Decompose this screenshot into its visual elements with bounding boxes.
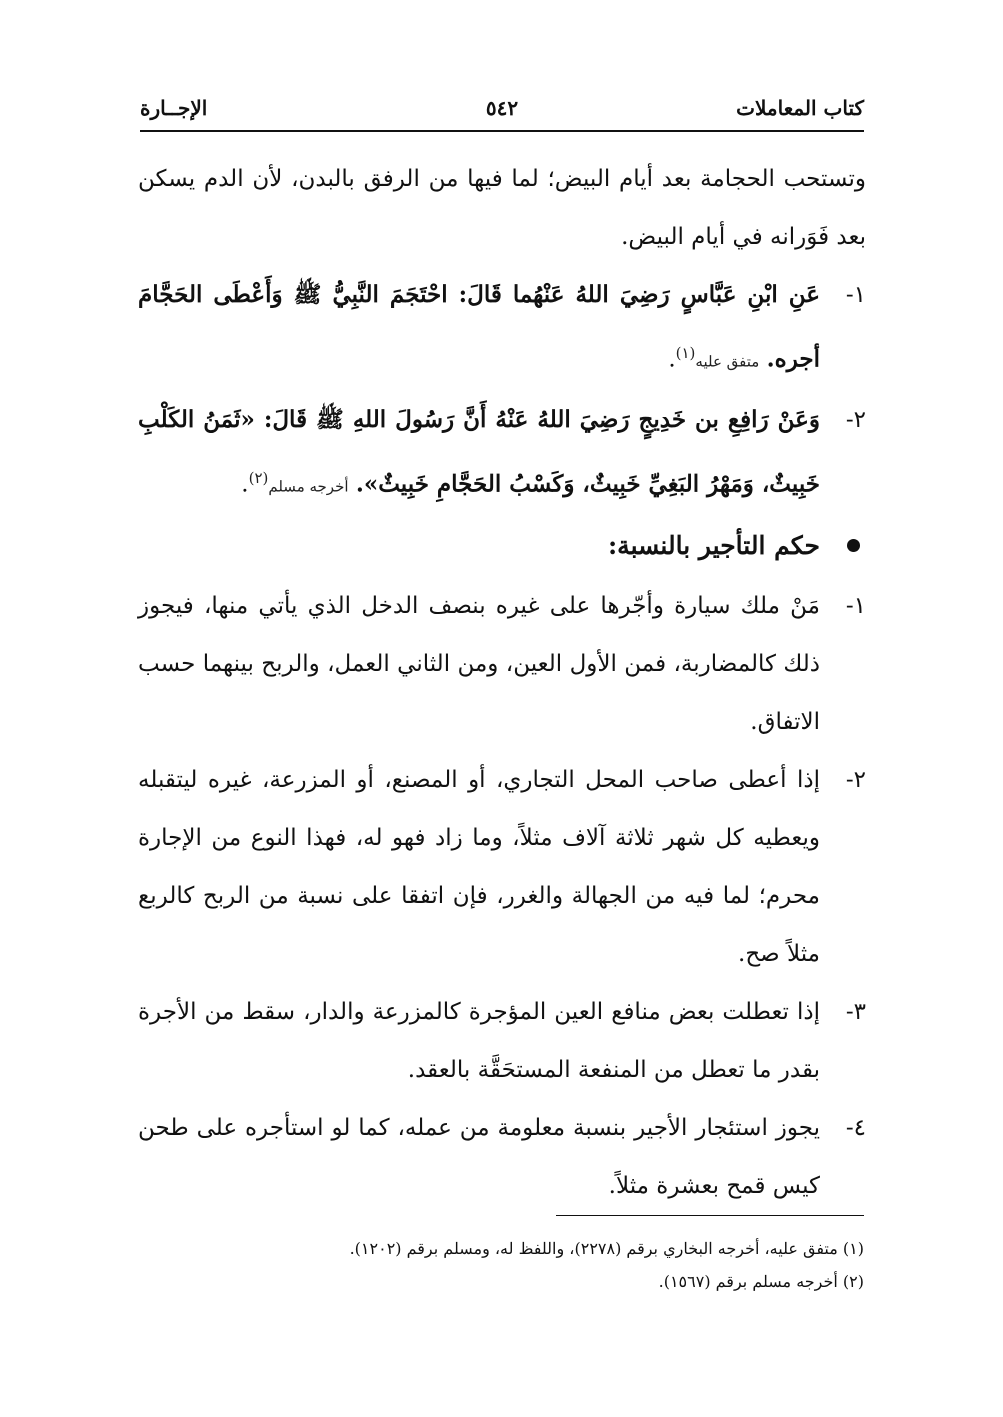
footnote: (٢) أخرجه مسلم برقم (١٥٦٧). — [658, 1272, 864, 1291]
footnotes — [140, 1232, 864, 1298]
page-number: ٥٤٢ — [485, 96, 519, 120]
hadith-item — [138, 391, 866, 516]
footnote: (١) متفق عليه، أخرجه البخاري برقم (٢٢٧٨)، واللفظ له، ومسلم برقم (١٢٠٢). — [349, 1239, 864, 1258]
chapter-title: الإجــارة — [140, 96, 208, 120]
ruling-number: ٢- — [845, 767, 866, 794]
intro-paragraph: وتستحب الحجامة بعد أيام البيض؛ لما فيها من الرفق بالبدن، لأن الدم يسكن بعد فَوَرانه في أيام البيض. — [138, 166, 866, 250]
ruling-item — [138, 983, 866, 1099]
section-heading-text: حكم التأجير بالنسبة: — [607, 531, 820, 561]
ruling-text: مَنْ ملك سيارة وأجّرها على غيره بنصف الدخل الذي يأتي منها، فيجوز ذلك كالمضاربة، فمن الأول العين، ومن الثاني العمل، والربح بينهما حسب الاتفاق. — [138, 593, 820, 736]
footnote-ref: (٢) — [248, 468, 269, 487]
section-heading — [138, 515, 866, 577]
book-title: كتاب المعاملات — [736, 96, 864, 120]
footnote-divider — [556, 1215, 864, 1216]
hadith-tail: . — [668, 346, 676, 373]
ruling-item — [138, 751, 866, 983]
page-body — [138, 150, 866, 1215]
hadith-tail: . — [241, 471, 249, 498]
hadith-text: وَعَنْ رَافِعِ بن خَدِيجٍ رَضِيَ اللهُ عَنْهُ أَنَّ رَسُولَ اللهِ ﷺ قَالَ: «ثَمَنُ الكَلْبِ خَبِيثٌ، وَمَهْرُ البَغِيِّ خَبِيثٌ، وَكَسْبُ الحَجَّامِ خَبِيثٌ». — [138, 405, 820, 498]
ruling-number: ١- — [845, 593, 866, 620]
hadith-source: أخرجه مسلم — [268, 477, 349, 496]
ruling-text: إذا أعطى صاحب المحل التجاري، أو المصنع، أو المزرعة، غيره ليتقبله ويعطيه كل شهر ثلاثة آلاف مثلاً، وما زاد فهو له، فهذا النوع من الإجارة محرم؛ لما فيه من الجهالة والغرر، فإن اتفقا على نسبة من الربح كالربع مثلاً صح. — [138, 767, 820, 968]
ruling-number: ٣- — [845, 999, 866, 1026]
bullet-icon — [847, 539, 860, 552]
ruling-text: إذا تعطلت بعض منافع العين المؤجرة كالمزرعة والدار، سقط من الأجرة بقدر ما تعطل من المنفعة المستحَقَّة بالعقد. — [138, 999, 820, 1084]
ruling-number: ٤- — [845, 1115, 866, 1142]
page-header — [140, 96, 864, 132]
ruling-text: يجوز استئجار الأجير بنسبة معلومة من عمله، كما لو استأجره على طحن كيس قمح بعشرة مثلاً. — [138, 1115, 820, 1200]
hadith-item — [138, 266, 866, 391]
hadith-text: عَنِ ابْنِ عَبَّاسٍ رَضِيَ اللهُ عَنْهُما قَالَ: احْتَجَمَ النَّبِيُّ ﷺ وَأَعْطَى الحَجَّامَ أجره. — [138, 281, 820, 373]
hadith-source: متفق عليه — [695, 352, 760, 371]
hadith-number: ١- — [845, 282, 866, 308]
ruling-item — [138, 577, 866, 751]
footnote-ref: (١) — [675, 344, 696, 362]
hadith-number: ٢- — [845, 406, 866, 433]
ruling-item — [138, 1099, 866, 1215]
